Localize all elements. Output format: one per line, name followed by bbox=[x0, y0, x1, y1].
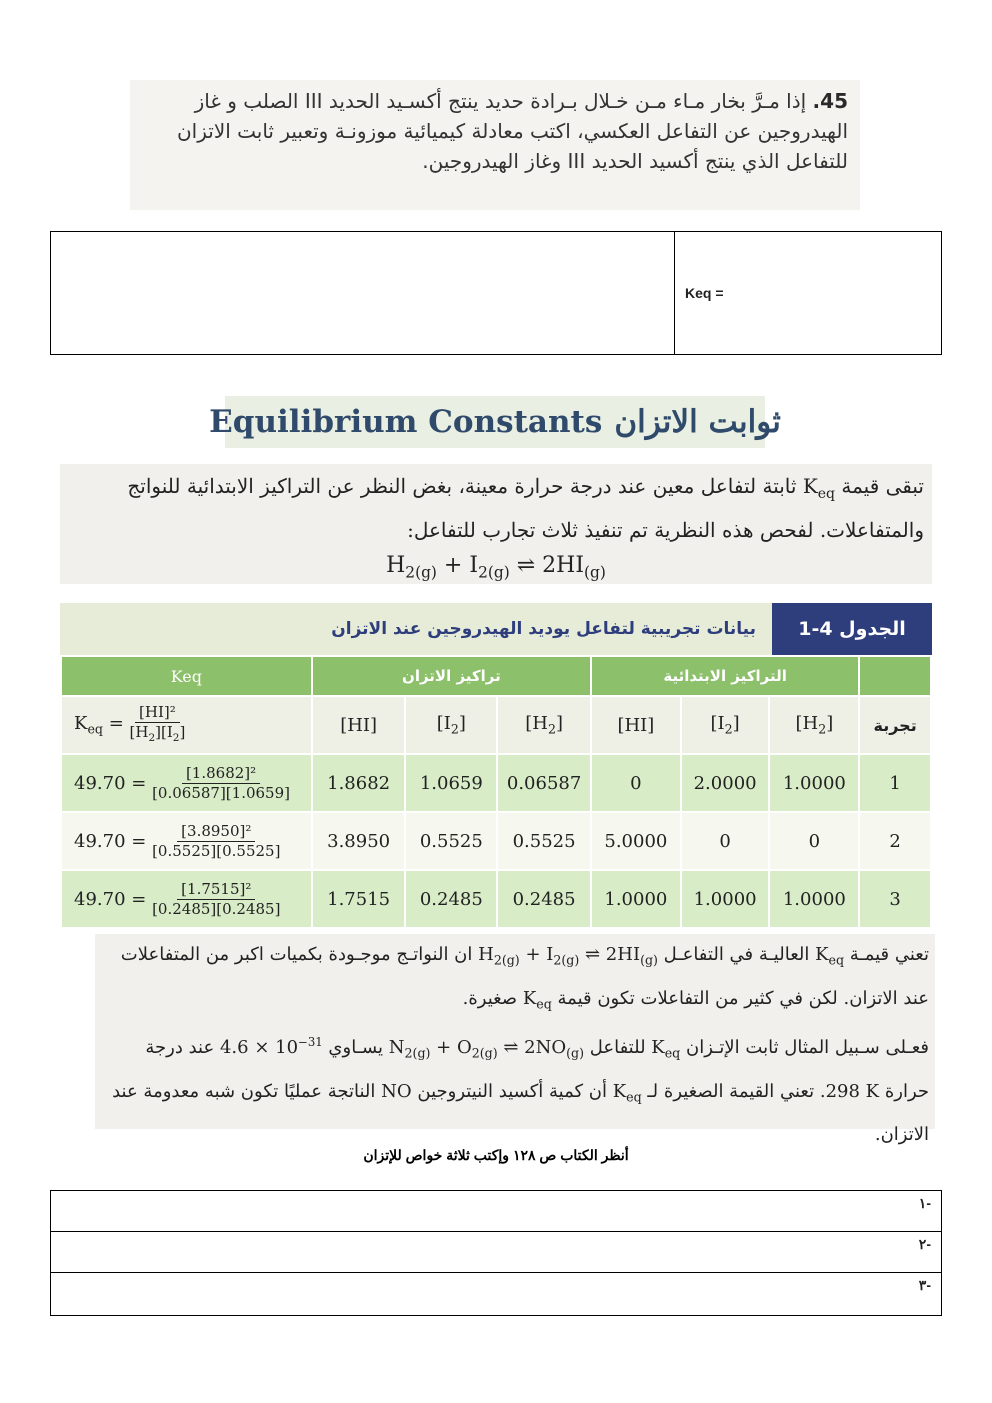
group-empty bbox=[859, 656, 931, 696]
row-keq bbox=[61, 754, 312, 812]
intro-keq-sub: eq bbox=[817, 486, 836, 502]
cell-init-h2: 0 bbox=[769, 812, 859, 870]
row-keq-frac bbox=[152, 764, 290, 803]
cell-init-hi: 1.0000 bbox=[591, 870, 681, 928]
answer-table bbox=[50, 231, 942, 355]
table-badge: الجدول 4-1 bbox=[772, 603, 932, 655]
no-equation: $N_{2(g)} + O_{2(g)}$ ⇌ $2NO_{(g)}$ bbox=[388, 1037, 584, 1061]
row-keq-den: [0.06587][1.0659] bbox=[152, 783, 291, 802]
keq-label: Keq = bbox=[685, 285, 724, 301]
group-equilibrium: تراكيز الاتزان bbox=[312, 656, 591, 696]
cell-eq-i2: 1.0659 bbox=[405, 754, 497, 812]
cell-init-i2: 1.0000 bbox=[681, 870, 770, 928]
keq-symbol: $K_{eq}$ bbox=[651, 1037, 681, 1061]
keq-expr-den: $[H_2][I_2]$ bbox=[129, 722, 186, 744]
intro-text-a: تبقى قيمة bbox=[835, 474, 924, 498]
section-heading bbox=[209, 396, 781, 448]
cell-init-hi: 5.0000 bbox=[591, 812, 681, 870]
row-keq-den: [0.5525][0.5525] bbox=[152, 841, 281, 860]
answer-cell-equation[interactable] bbox=[51, 232, 675, 354]
answer-number: -١ bbox=[918, 1195, 931, 1211]
column-header-row bbox=[61, 696, 931, 754]
row-keq-num: [1.8682]² bbox=[182, 764, 260, 784]
cell-init-i2: 0 bbox=[681, 812, 770, 870]
cell-init-h2: 1.0000 bbox=[769, 754, 859, 812]
answer-row-2[interactable] bbox=[51, 1232, 941, 1273]
table-row bbox=[61, 754, 931, 812]
intro-paragraph bbox=[60, 464, 932, 584]
answer-row-3[interactable] bbox=[51, 1273, 941, 1315]
cell-trial: 3 bbox=[859, 870, 931, 928]
cell-init-i2: 2.0000 bbox=[681, 754, 770, 812]
keq-symbol: $K_{eq}$ bbox=[815, 944, 845, 968]
cell-init-h2: 1.0000 bbox=[769, 870, 859, 928]
cell-eq-i2: 0.2485 bbox=[405, 870, 497, 928]
cell-eq-h2: 0.2485 bbox=[497, 870, 591, 928]
p2-f: أن كمية أكسيد النيتروجين NO الناتجة عمليًا تكون شبه معدومة عند الاتزان. bbox=[112, 1080, 929, 1146]
row-keq bbox=[61, 812, 312, 870]
col-init-hi: [HI] bbox=[591, 696, 681, 754]
keq-expr-num: [HI]² bbox=[135, 703, 180, 723]
table-caption: بيانات تجريبية لتفاعل يوديد الهيدروجين عند الاتزان bbox=[331, 619, 756, 639]
col-init-i2: $[I_2]$ bbox=[681, 696, 770, 754]
p2-d: عند درجة حرارة bbox=[145, 1037, 929, 1102]
group-header-row bbox=[61, 656, 931, 696]
paragraph-2 bbox=[101, 1023, 929, 1154]
answer-number: -٣ bbox=[918, 1277, 931, 1293]
cell-eq-hi: 1.7515 bbox=[312, 870, 406, 928]
data-table bbox=[60, 603, 932, 921]
p1-a: تعني قيمـة bbox=[844, 944, 929, 965]
question-text: إذا مـرَّ بخار مـاء مـن خـلال بـرادة حديد ينتج أكسـيد الحديد III الصلب و غاز الهيدروجين عن التفاعل العكسي، اكتب معادلة كيميائية موزونـة وتعبير ثابت الاتزان للتفاعل الذي ينتج أكسيد الحديد III وغاز الهيدروجين. bbox=[176, 89, 848, 173]
keq-expr-frac bbox=[130, 703, 186, 748]
row-keq-frac bbox=[152, 822, 280, 861]
cell-eq-i2: 0.5525 bbox=[405, 812, 497, 870]
p2-b: للتفاعل bbox=[584, 1037, 652, 1059]
keq-exponent: −31 bbox=[298, 1035, 323, 1050]
intro-text bbox=[68, 468, 924, 548]
col-eq-h2: $[H_2]$ bbox=[497, 696, 591, 754]
intro-keq bbox=[802, 474, 836, 502]
temperature: 298 K bbox=[825, 1080, 880, 1102]
question-45-box bbox=[130, 80, 860, 210]
col-eq-i2: $[I_2]$ bbox=[405, 696, 497, 754]
table-row bbox=[61, 812, 931, 870]
properties-answer-table bbox=[50, 1190, 942, 1316]
answer-number: -٢ bbox=[918, 1236, 931, 1252]
cell-init-hi: 0 bbox=[591, 754, 681, 812]
keq-mantissa: 4.6 × 10 bbox=[219, 1037, 299, 1059]
data-grid bbox=[60, 655, 932, 929]
p2-a: فعـلى سـبيل المثال ثابت الإتـزان bbox=[680, 1037, 929, 1059]
col-eq-hi: [HI] bbox=[312, 696, 406, 754]
group-keq: Keq bbox=[61, 656, 312, 696]
reaction-equation: $H_{2(g)} + I_{2(g)}$ ⇌ $2HI_{(g)}$ bbox=[386, 553, 606, 582]
paragraph-1 bbox=[101, 936, 929, 1023]
p1-d: صغيرة. bbox=[462, 987, 523, 1009]
group-initial: التراكيز الابتدائية bbox=[591, 656, 859, 696]
row-keq-value: 49.70 = bbox=[74, 888, 147, 910]
heading-arabic: ثوابت الاتزان bbox=[614, 404, 781, 440]
row-keq-num: [1.7515]² bbox=[177, 880, 255, 900]
intro-keq-k: K bbox=[802, 474, 818, 498]
keq-expression bbox=[61, 696, 312, 754]
p1-c: ان النواتـج موجـودة بكميات اكبر من المتفاعلات عند الاتزان. لكن في كثير من التفاعلات تكون قيمة bbox=[120, 944, 929, 1009]
p1-b: العاليـة في التفاعـل bbox=[657, 944, 816, 965]
hi-equation: $H_{2(g)} + I_{2(g)}$ ⇌ $2HI_{(g)}$ bbox=[478, 944, 658, 968]
answer-row-1[interactable] bbox=[51, 1191, 941, 1232]
row-keq bbox=[61, 870, 312, 928]
p2-e: . تعني القيمة الصغيرة لـ bbox=[641, 1080, 826, 1102]
row-keq-den: [0.2485][0.2485] bbox=[152, 899, 281, 918]
cell-eq-h2: 0.06587 bbox=[497, 754, 591, 812]
p2-c: يسـاوي bbox=[322, 1037, 389, 1059]
cell-trial: 2 bbox=[859, 812, 931, 870]
instruction-text: أنظر الكتاب ص ١٢٨ وإكتب ثلاثة خواص للإتزان bbox=[363, 1147, 629, 1163]
cell-eq-hi: 1.8682 bbox=[312, 754, 406, 812]
heading-english: Equilibrium Constants bbox=[209, 404, 603, 440]
cell-eq-hi: 3.8950 bbox=[312, 812, 406, 870]
answer-cell-keq[interactable] bbox=[675, 232, 941, 354]
cell-trial: 1 bbox=[859, 754, 931, 812]
row-keq-value: 49.70 = bbox=[74, 830, 147, 852]
intro-text-b: ثابتة لتفاعل معين عند درجة حرارة معينة، بغض النظر عن التراكيز الابتدائية للنواتج والمتفاعلات. لفحص هذه النظرية تم تنفيذ ثلاث تجارب للتفاعل: bbox=[127, 474, 924, 542]
keq-symbol: $K_{eq}$ bbox=[612, 1080, 642, 1105]
table-row bbox=[61, 870, 931, 928]
question-number: 45. bbox=[812, 89, 848, 113]
col-trial: تجربة bbox=[859, 696, 931, 754]
keq-value bbox=[220, 1037, 323, 1058]
col-init-h2: $[H_2]$ bbox=[769, 696, 859, 754]
row-keq-num: [3.8950]² bbox=[177, 822, 255, 842]
keq-symbol: $K_{eq}$ bbox=[522, 987, 552, 1012]
explanation-paragraph bbox=[95, 934, 935, 1146]
cell-eq-h2: 0.5525 bbox=[497, 812, 591, 870]
row-keq-value: 49.70 = bbox=[74, 772, 147, 794]
keq-expr-lhs: $K_{eq}$ = bbox=[74, 713, 124, 737]
row-keq-frac bbox=[152, 880, 280, 919]
